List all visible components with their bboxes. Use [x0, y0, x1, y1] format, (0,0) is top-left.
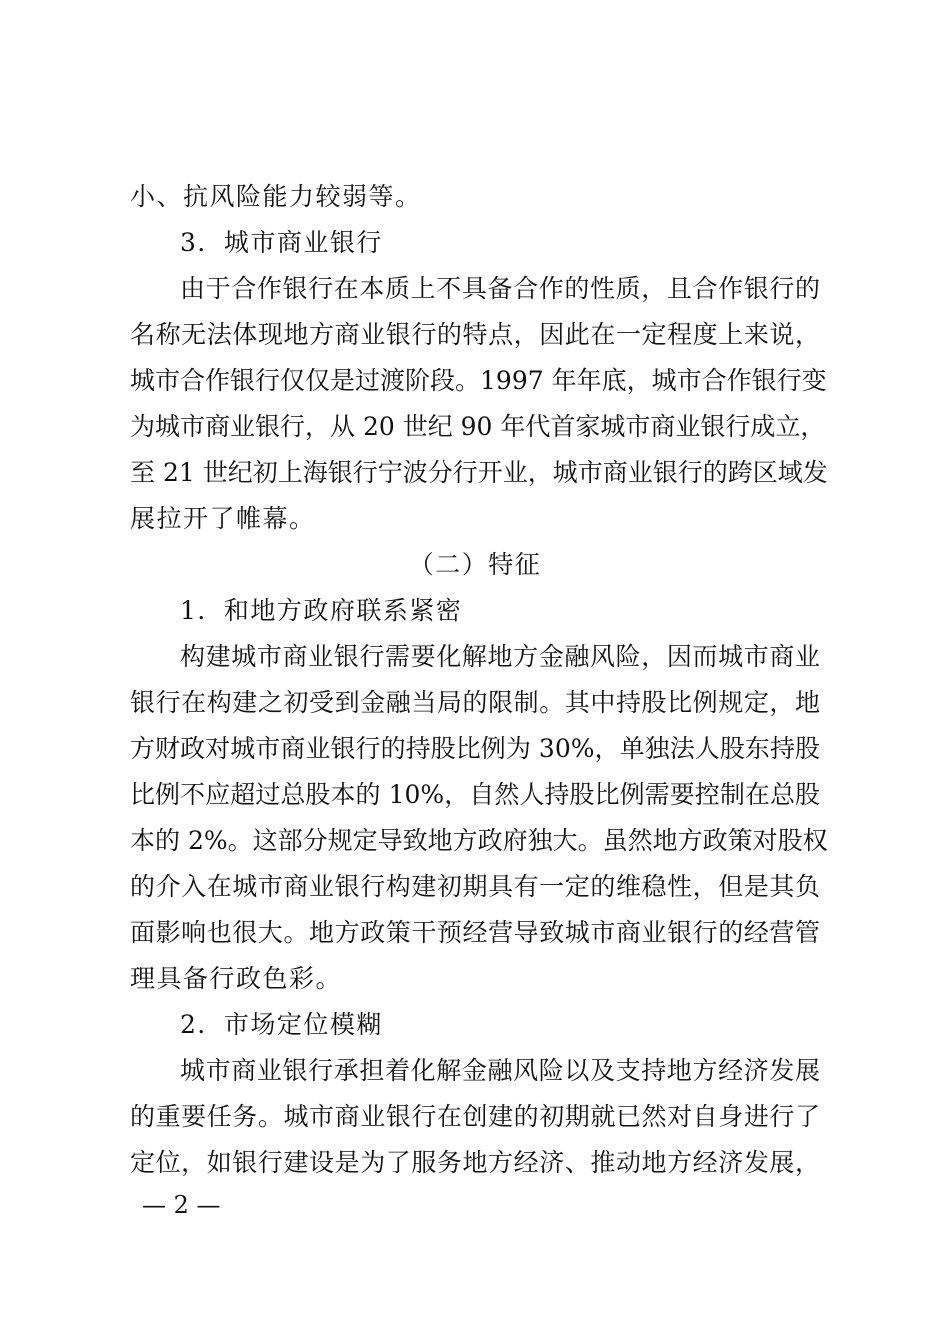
section-title: （二）特征 [408, 550, 542, 579]
paragraph-line: 的介入在城市商业银行构建初期具有一定的维稳性，但是其负 [130, 872, 820, 901]
paragraph-line: 方财政对城市商业银行的持股比例为 30%，单独法人股东持股 [130, 734, 820, 763]
page-number: — 2 — [142, 1191, 221, 1219]
paragraph-line: 定位，如银行建设是为了服务地方经济、推动地方经济发展， [130, 1148, 820, 1177]
paragraph-line: 银行在构建之初受到金融当局的限制。其中持股比例规定，地 [130, 688, 820, 717]
paragraph-line: 为城市商业银行，从 20 世纪 90 年代首家城市商业银行成立， [130, 412, 826, 441]
subheading-city-commercial-bank: 3．城市商业银行 [180, 228, 383, 257]
paragraph-line: 城市商业银行承担着化解金融风险以及支持地方经济发展 [180, 1056, 820, 1085]
paragraph-line: 比例不应超过总股本的 10%，自然人持股比例需要控制在总股 [130, 780, 820, 809]
paragraph-line: 名称无法体现地方商业银行的特点，因此在一定程度上来说， [130, 320, 820, 349]
subheading-local-government: 1．和地方政府联系紧密 [180, 596, 463, 625]
paragraph-line: 构建城市商业银行需要化解地方金融风险，因而城市商业 [180, 642, 820, 671]
paragraph-line: 展拉开了帷幕。 [130, 504, 316, 533]
paragraph-line: 面影响也很大。地方政策干预经营导致城市商业银行的经营管 [130, 918, 820, 947]
paragraph-line: 城市合作银行仅仅是过渡阶段。1997 年年底，城市合作银行变 [130, 366, 827, 395]
paragraph-line: 理具备行政色彩。 [130, 964, 343, 993]
subheading-market-positioning: 2．市场定位模糊 [180, 1010, 383, 1039]
paragraph-line: 至 21 世纪初上海银行宁波分行开业，城市商业银行的跨区域发 [130, 458, 828, 487]
paragraph-continuation-line: 小、抗风险能力较弱等。 [130, 182, 422, 211]
paragraph-line: 本的 2%。这部分规定导致地方政府独大。虽然地方政策对股权 [130, 826, 828, 855]
paragraph-line: 的重要任务。城市商业银行在创建的初期就已然对自身进行了 [130, 1102, 820, 1131]
paragraph-line: 由于合作银行在本质上不具备合作的性质，且合作银行的 [180, 274, 820, 303]
